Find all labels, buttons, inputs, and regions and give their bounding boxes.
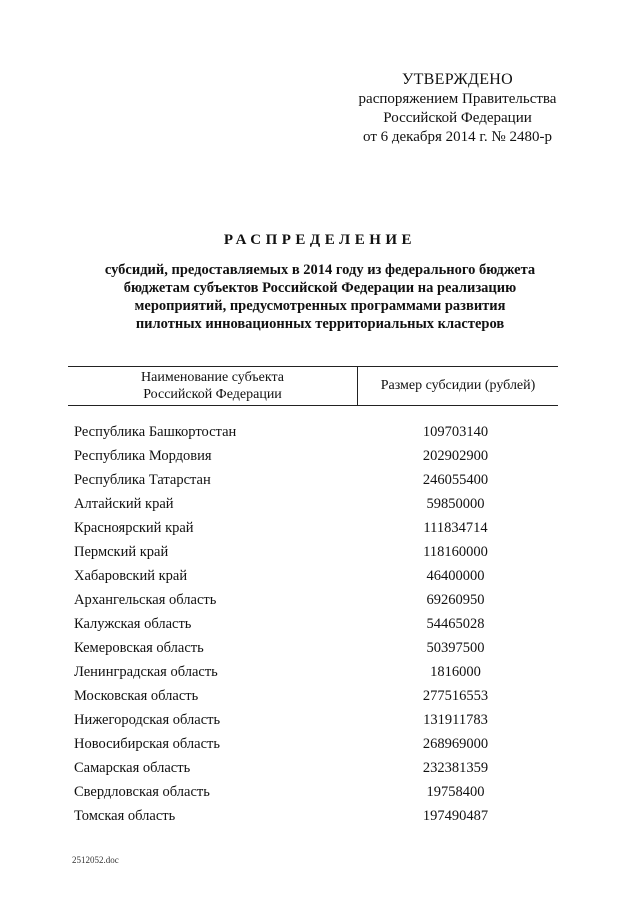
table-row xyxy=(68,660,558,684)
region-name-cell: Хабаровский край xyxy=(74,567,188,584)
region-name-cell: Республика Татарстан xyxy=(74,471,211,488)
region-name-cell: Кемеровская область xyxy=(74,639,204,656)
table-row xyxy=(68,732,558,756)
region-name-cell: Алтайский край xyxy=(74,495,174,512)
table-row xyxy=(68,540,558,564)
table-row xyxy=(68,636,558,660)
subsidy-amount-cell: 246055400 xyxy=(422,471,489,488)
region-name-cell: Калужская область xyxy=(74,615,192,632)
subsidy-amount-cell: 268969000 xyxy=(422,735,489,752)
table-header xyxy=(68,366,558,406)
approval-line-authority: распоряжением Правительства xyxy=(358,91,557,107)
region-name-cell: Нижегородская область xyxy=(74,711,221,728)
subsidy-amount-cell: 19758400 xyxy=(426,783,485,800)
table-row xyxy=(68,444,558,468)
column-header-region: Наименование субъекта Российской Федерации xyxy=(68,367,358,405)
subsidy-table xyxy=(68,366,558,828)
table-row xyxy=(68,564,558,588)
table-row xyxy=(68,588,558,612)
document-subtitle: субсидий, предоставляемых в 2014 году из федерального бюджета бюджетам субъектов Российской Федерации на реализацию мероприятий, предусмотренных программами развития пилотных инновационных территориальных кластеров xyxy=(104,262,536,332)
approval-line-date-number: от 6 декабря 2014 г. № 2480-р xyxy=(363,129,552,145)
region-name-cell: Самарская область xyxy=(74,759,191,776)
region-name-cell: Свердловская область xyxy=(74,783,210,800)
subsidy-amount-cell: 1816000 xyxy=(430,663,481,680)
subsidy-amount-cell: 109703140 xyxy=(422,423,489,440)
subsidy-amount-cell: 59850000 xyxy=(426,495,485,512)
region-name-cell: Томская область xyxy=(74,807,176,824)
region-name-cell: Красноярский край xyxy=(74,519,194,536)
region-name-cell: Архангельская область xyxy=(74,591,217,608)
region-name-cell: Московская область xyxy=(74,687,199,704)
subsidy-amount-cell: 202902900 xyxy=(422,447,489,464)
region-name-cell: Республика Башкортостан xyxy=(74,423,237,440)
approval-block xyxy=(330,70,585,147)
subsidy-amount-cell: 197490487 xyxy=(422,807,489,824)
subsidy-amount-cell: 118160000 xyxy=(423,543,488,560)
table-row xyxy=(68,804,558,828)
region-name-cell: Республика Мордовия xyxy=(74,447,212,464)
subsidy-amount-cell: 277516553 xyxy=(422,687,489,704)
approval-stamp: УТВЕРЖДЕНО xyxy=(401,71,513,88)
region-name-cell: Новосибирская область xyxy=(74,735,220,752)
table-body xyxy=(68,406,558,828)
column-header-amount: Размер субсидии (рублей) xyxy=(380,378,536,393)
subsidy-amount-cell: 69260950 xyxy=(426,591,485,608)
table-row xyxy=(68,684,558,708)
subsidy-amount-cell: 131911783 xyxy=(423,711,488,728)
subsidy-amount-cell: 232381359 xyxy=(422,759,489,776)
table-row xyxy=(68,780,558,804)
table-row xyxy=(68,612,558,636)
table-row xyxy=(68,468,558,492)
document-heading xyxy=(60,232,580,333)
region-name-cell: Пермский край xyxy=(74,543,169,560)
subsidy-amount-cell: 50397500 xyxy=(426,639,485,656)
table-row xyxy=(68,492,558,516)
file-reference: 2512052.doc xyxy=(72,855,119,865)
table-row xyxy=(68,516,558,540)
document-title: РАСПРЕДЕЛЕНИЕ xyxy=(223,232,417,248)
table-row xyxy=(68,420,558,444)
subsidy-amount-cell: 111834714 xyxy=(423,519,488,536)
subsidy-amount-cell: 54465028 xyxy=(426,615,485,632)
table-row xyxy=(68,756,558,780)
table-row xyxy=(68,708,558,732)
approval-line-country: Российской Федерации xyxy=(383,110,532,126)
region-name-cell: Ленинградская область xyxy=(74,663,218,680)
subsidy-amount-cell: 46400000 xyxy=(426,567,485,584)
